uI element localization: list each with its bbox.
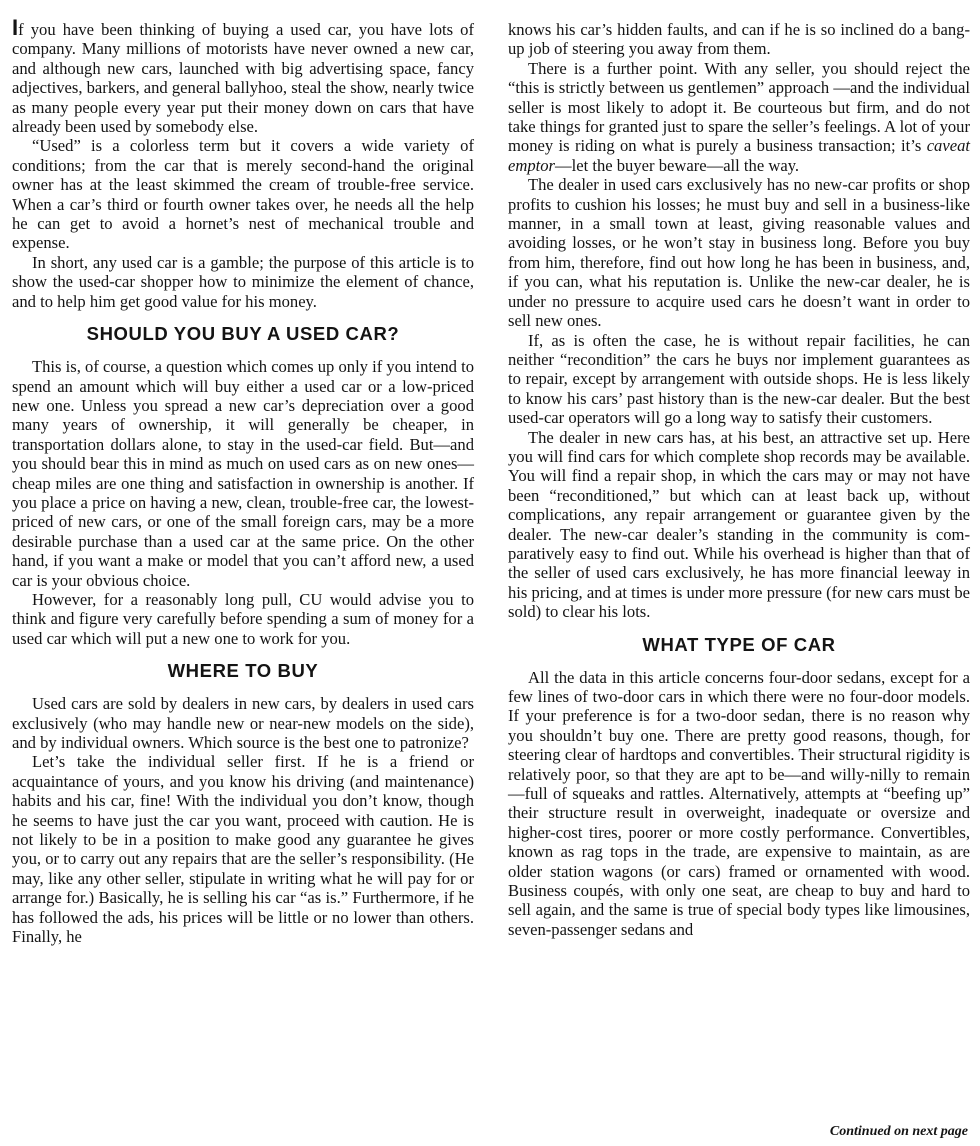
gamble-paragraph: In short, any used car is a gamble; the purpose of this article is to show the used-car shopper how to minimize the element of chance, and to help him get good value for his money. xyxy=(12,252,474,311)
should-buy-paragraph-2: However, for a reasonably long pull, CU would advise you to think and figure very carefully before spending a sum of money for a used car which will put a new one to work for you. xyxy=(12,589,474,648)
right-column xyxy=(508,20,970,939)
section-heading-should-you-buy: SHOULD YOU BUY A USED CAR? xyxy=(86,323,400,345)
used-term-paragraph: “Used” is a colorless term but it covers a wide variety of conditions; from the car that is merely second-hand the original owner has at the least skimmed the cream of trouble-free service. When a car’s third or fourth owner takes over, he needs all the help he can get to avoid a hornet’s nest of mechanical trouble and expense. xyxy=(12,136,474,253)
should-buy-paragraph-1: This is, of course, a question which comes up only if you intend to spend an amount which will buy either a used car or a low-priced new one. Unless you spread a new car’s depreciation over a good many years of ownership, it will generally be cheaper, in transportation dollars alone, to stay in the used-car field. But—and you should bear this in mind as much on used cars as on new ones—cheap miles are one thing and satisfaction in ownership is another. If you place a price on having a new, clean, trouble-free car, the lowest-priced of new cars, or one of the small foreign cars, may be a more desirable purchase than a used car at the same price. On the other hand, if you want a make or model that you can’t afford new, a used car is your obvious choice. xyxy=(12,357,474,590)
seller-approach-text: There is a further point. With any seller, you should reject the “this is strictly between us gentlemen” approach —and the individual seller is most likely to adopt it. Be courteous but firm, and do not take things for granted just to spare the seller’s feelings. A lot of your money is riding on what is purely a business transaction; it’s xyxy=(508,58,970,156)
drop-cap: I xyxy=(12,15,19,40)
used-car-dealer-paragraph: The dealer in used cars exclusively has no new-car profits or shop profits to cushion his losses; he must buy and sell in a business-like manner, in a small town at least, giving reasonable values and avoiding losses, or he won’t stay in business long. Before you buy from him, therefore, find out how long he has been in business, and, if you can, what his reputation is. Unlike the new-car dealer, he is under no pressure to acquire used cars he doesn’t want in order to sell new ones. xyxy=(508,175,970,331)
continued-paragraph: knows his car’s hidden faults, and can if he is so inclined do a bang-up job of steering you away from them. xyxy=(508,20,970,59)
intro-paragraph xyxy=(12,15,474,137)
repair-facilities-paragraph: If, as is often the case, he is without repair facilities, he can neither “recondition” the cars he buys nor implement guarantees as to repair, except by arrangement with outside shops. He is less likely to know his cars’ past history than is the new-car dealer. But the best used-car operators will go a long way to satisfy their customers. xyxy=(508,330,970,428)
intro-paragraph-text: f you have been thinking of buying a used car, you have lots of company. Many millions of motorists have never owned a new car, and although new cars, launched with big advertising space, fancy adjectives, barkers, and general ballyhoo, steal the show, nearly twice as many people every year put their money down on cars that have already been used by somebody else. xyxy=(12,20,474,137)
seller-approach-paragraph xyxy=(508,59,970,175)
seller-approach-text-end: —let the buyer beware—all the way. xyxy=(555,155,800,175)
new-car-dealer-paragraph: The dealer in new cars has, at his best, an attractive set up. Here you will find cars for which complete shop records may be available. You will find a repair shop, in which the cars may or may not have been “reconditioned,” but which can at least back up, without complications, any repair arrangement or guarantee given by the dealer. The new-car dealer’s standing in the community is comparatively easy to find out. While his overhead is higher than that of the seller of used cars exclusively, he has more financial leeway in his pricing, and at times is under more pressure (for new cars must be sold) to clear his lots. xyxy=(508,427,970,622)
what-type-paragraph: All the data in this article concerns four-door sedans, except for a few lines of two-door cars in which there were no four-door models. If your preference is for a two-door sedan, there is no reason why you shouldn’t buy one. There are pretty good reasons, though, for steering clear of hardtops and convertibles. Their structural rigidity is relatively poor, so that they are apt to be—and willy-nilly to remain—full of squeaks and rattles. Alternatively, attempts at “beefing up” their structure result in overweight, inadequate or oversize and higher-cost tires, poorer or more costly performance. Convertibles, known as rag tops in the trade, are expensive to maintain, as are older station wagons (or cars) framed or ornamented with wood. Business coupés, with only one seat, are cheap to buy and hard to sell again, and the same is true of special body types like limousines, seven-passenger sedans and xyxy=(508,667,970,939)
where-buy-paragraph-1: Used cars are sold by dealers in new cars, by dealers in used cars exclusively (who may handle new or near-new models on the side), and by individual owners. Which source is the best one to patronize? xyxy=(12,694,474,752)
continued-on-next-page: Continued on next page xyxy=(829,1124,968,1139)
section-heading-where-to-buy: WHERE TO BUY xyxy=(167,660,319,682)
where-buy-paragraph-2: Let’s take the individual seller first. If he is a friend or acquaintance of yours, and you know his driving (and maintenance) habits and his car, fine! With the individual you don’t know, though he seems to have just the car you want, proceed with caution. He is not likely to be in a position to make good any guarantee he gives you, or to carry out any repairs that are the seller’s responsibility. (He may, like any other seller, stipulate in writing what he will pay for or arrange for.) Basically, he is selling his car “as is.” Furthermore, if he has followed the ads, his prices will be little or no lower than others. Finally, he xyxy=(12,752,474,947)
section-heading-what-type: WHAT TYPE OF CAR xyxy=(642,633,836,655)
left-column xyxy=(12,15,474,947)
caveat-emptor-phrase: caveat emptor xyxy=(508,136,970,175)
